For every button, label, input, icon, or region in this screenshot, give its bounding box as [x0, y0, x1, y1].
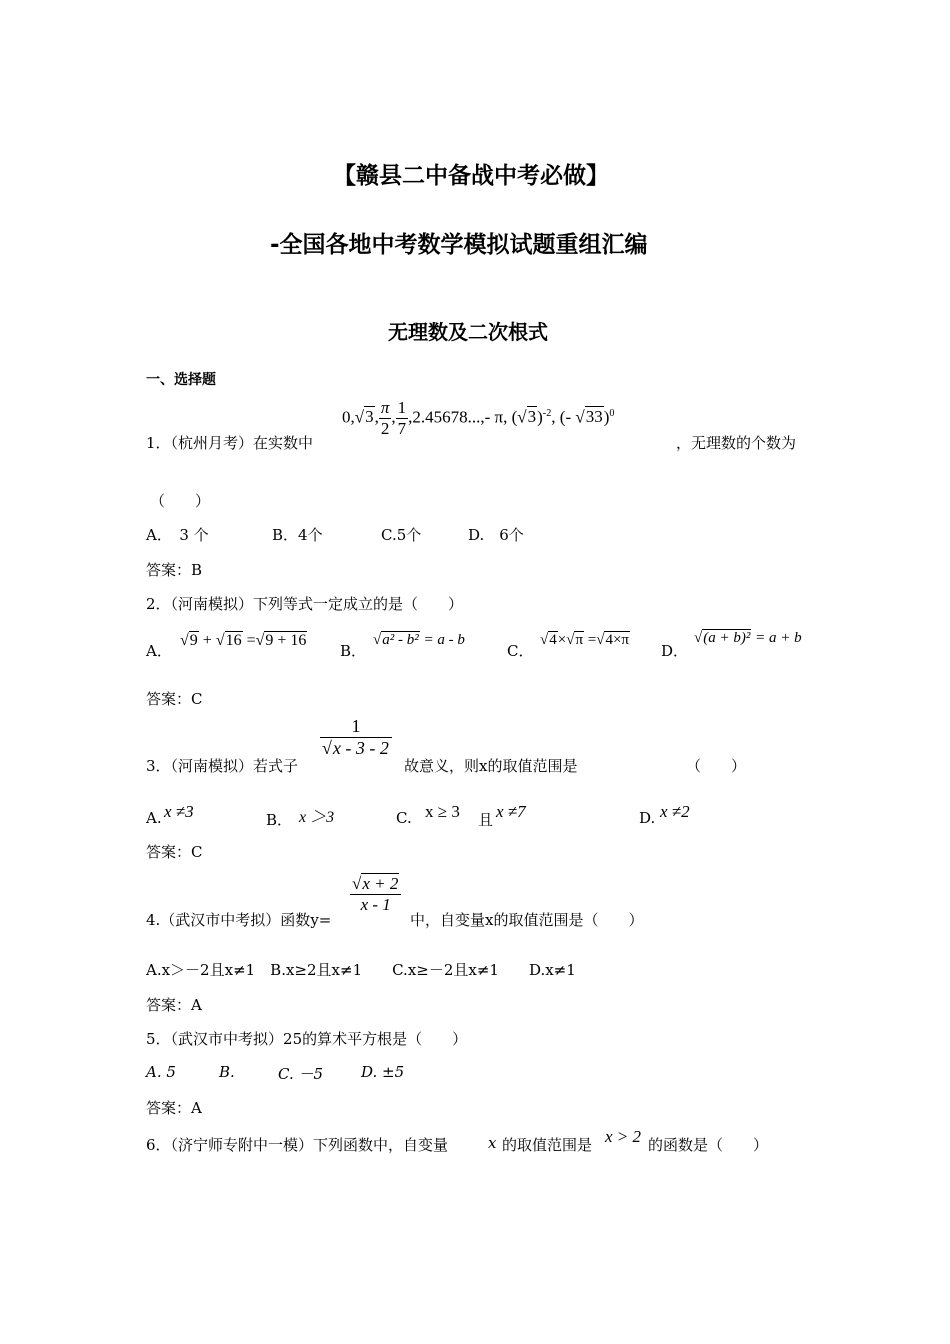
q3-fraction: $\frac{1}{√x - 3 - 2}$ [320, 716, 392, 759]
q4-suffix: 中，自变量x的取值范围是（ ） [410, 911, 644, 929]
q6-mid: 的取值范围是 [502, 1136, 593, 1154]
q1-prefix: 1．（杭州月考）在实数中 [146, 434, 314, 452]
q2-option-c-label: C． [507, 642, 534, 660]
q2-answer: 答案：C [146, 690, 203, 708]
q3-option-c-math2: x ≠7 [496, 802, 526, 821]
q3-option-c-math: x ≥ 3 [425, 802, 460, 821]
q1-option-a: A． 3 个 [146, 526, 209, 544]
section-heading: 一、选择题 [146, 372, 216, 388]
q4-answer: 答案：A [146, 996, 202, 1014]
q4-options: A.x＞－2且x≠1 B.x≥2且x≠1 C.x≥－2且x≠1 D.x≠1 [146, 961, 576, 979]
q3-option-d-label: D. [639, 809, 656, 827]
q2-option-a-math: √9 + √16 =√9 + 16 [180, 632, 307, 649]
q3-option-b-label: B． [266, 811, 293, 829]
q4-prefix: 4.（武汉市中考拟）函数y= [146, 911, 332, 929]
q1-option-b: B．4个 [272, 526, 323, 544]
q1-suffix: ，无理数的个数为 [676, 434, 797, 452]
q1-bracket: （ ） [150, 492, 211, 510]
topic-heading: 无理数及二次根式 [388, 320, 548, 344]
q4-fraction: $\frac{√x + 2}{x - 1}$ [350, 874, 401, 915]
q5-option-a: A. 5 [146, 1063, 176, 1081]
q6-prefix: 6．（济宁师专附中一模）下列函数中，自变量 [146, 1136, 449, 1154]
q3-option-a-math: x ≠3 [164, 802, 194, 821]
q2-prefix: 2．（河南模拟）下列等式一定成立的是（ ） [146, 595, 464, 613]
q3-prefix: 3．（河南模拟）若式子 [146, 757, 299, 775]
q6-suffix: 的函数是（ ） [648, 1136, 769, 1154]
q3-option-c-label: C. [396, 809, 412, 827]
q6-math: x > 2 [605, 1127, 642, 1146]
q5-option-c: C. －5 [278, 1065, 324, 1083]
q3-answer: 答案：C [146, 843, 203, 861]
q3-option-c-and: 且 [478, 811, 494, 829]
q1-answer: 答案：B [146, 561, 203, 579]
q5-option-d: D. ±5 [361, 1063, 405, 1081]
q2-option-a-label: A． [146, 642, 172, 660]
q2-option-c-math: √4×√π =√4×π [540, 632, 630, 648]
q3-option-b-math: x ＞3 [299, 809, 335, 826]
q2-option-b-label: B． [340, 642, 367, 660]
q6-var: x [488, 1134, 497, 1152]
q5-prefix: 5．（武汉市中考拟）25的算术平方根是（ ） [146, 1030, 468, 1048]
document-title: 【赣县二中备战中考必做】 [333, 163, 609, 189]
q5-answer: 答案：A [146, 1099, 202, 1117]
q3-bracket: （ ） [686, 757, 747, 775]
q5-option-b: B. [219, 1063, 235, 1081]
q3-option-d-math: x ≠2 [660, 802, 690, 821]
q3-option-a-label: A. [146, 809, 162, 827]
q2-option-b-math: √a² - b² = a - b [373, 632, 465, 648]
q1-option-c: C.5个 [381, 526, 422, 544]
q2-option-d-label: D． [661, 642, 689, 660]
q2-option-d-math: √(a + b)² = a + b [694, 630, 802, 646]
q1-math: 0,√3, $\frac{\pi}{2}$ , $\frac{1}{7}$ ,2.45678...,- π, $(√3)^{-2}$, (- √33)$^0$ [342, 398, 615, 438]
q1-option-d: D. 6个 [468, 526, 524, 544]
q3-suffix: 故意义，则x的取值范围是 [404, 757, 578, 775]
document-subtitle: -全国各地中考数学模拟试题重组汇编 [270, 232, 648, 258]
